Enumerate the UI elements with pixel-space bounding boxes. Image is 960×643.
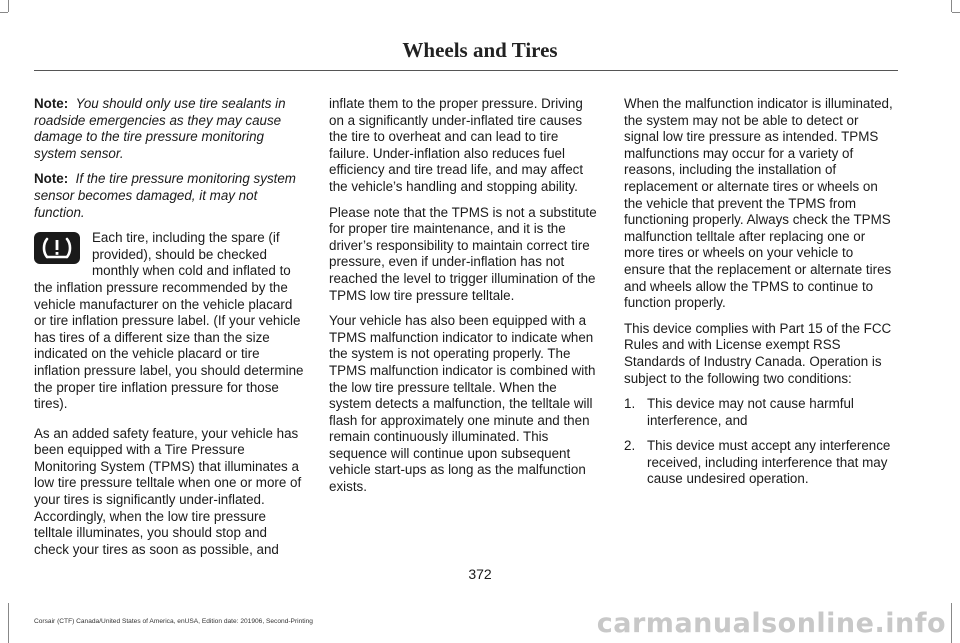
note-label: Note: bbox=[34, 171, 69, 187]
crop-mark-bottom-left bbox=[8, 603, 23, 643]
note-text: If the tire pressure monitoring system sensor becomes damaged, it may not function. bbox=[34, 171, 296, 220]
edition-footer: Corsair (CTF) Canada/United States of America, enUSA, Edition date: 201906, Second-Printing bbox=[34, 618, 313, 625]
paragraph-malfunction-indicator: Your vehicle has also been equipped with a TPMS malfunction indicator to indicate when the system is not operating properly. The TPMS malfunction indicator is combined with the low tire pressure telltale. When the system detects a malfunction, the telltale will flash for approximately one minute and then remain continuously illuminated. This sequence will continue upon subsequent vehicle start-ups as long as the malfunction exists. bbox=[329, 313, 596, 495]
paragraph-maintenance: Please note that the TPMS is not a substitute for proper tire maintenance, and it is the driver’s responsibility to maintain correct tire pressure, even if under-inflation has not reached the level to trigger illumination of the TPMS low tire pressure telltale. bbox=[329, 204, 597, 303]
list-number: 1. bbox=[624, 396, 636, 412]
note-label: Note: bbox=[34, 96, 69, 111]
page-title: Wheels and Tires bbox=[402, 38, 558, 62]
note-text: You should only use tire sealants in roadside emergencies as they may cause damage to the tire pressure monitoring system sensor. bbox=[34, 96, 286, 161]
watermark: carmanualsonline.info bbox=[596, 608, 946, 639]
list-number: 2. bbox=[624, 438, 636, 454]
note-sensor-damage bbox=[34, 171, 305, 221]
page-number: 372 bbox=[468, 566, 492, 582]
crop-mark-top-left-h bbox=[0, 12, 8, 13]
list-item bbox=[624, 396, 895, 429]
note-sealants bbox=[34, 96, 305, 162]
crop-mark-top-right bbox=[937, 0, 952, 12]
paragraph-monthly-check bbox=[34, 230, 305, 413]
paragraph-tpms-feature: As an added safety feature, your vehicle has been equipped with a Tire Pressure Monitoring System (TPMS) that illuminates a low tire pressure telltale when one or more of your tires is significantly under-inflated. Accordingly, when the low tire pressure telltale illuminates, you should stop and check your tires as soon as possible, and bbox=[34, 425, 302, 557]
list-text: This device may not cause harmful interference, and bbox=[647, 396, 854, 428]
paragraph-text: Each tire, including the spare (if provided), should be checked monthly when cold and inflated to the inflation pressure recommended by the vehicle manufacturer on the vehicle placard or tire inflation pressure label. (If your vehicle has tires of a different size than the size indicated on the vehicle placard or tire inflation pressure label, you should determine the proper tire inflation pressure for those tires). bbox=[34, 230, 304, 412]
crop-mark-top-right-h bbox=[952, 12, 960, 13]
column-1 bbox=[34, 96, 305, 567]
list-text: This device must accept any interference received, including interference that may cause undesired operation. bbox=[647, 438, 891, 487]
conditions-list bbox=[624, 396, 895, 488]
tire-pressure-warning-icon bbox=[34, 232, 80, 264]
paragraph-inflate: inflate them to the proper pressure. Driving on a significantly under-inflated tire causes the tire to overheat and can lead to tire failure. Under-inflation also reduces fuel efficiency and tire tread life, and may affect the vehicle’s handling and stopping ability. bbox=[329, 96, 584, 194]
column-2 bbox=[329, 96, 600, 505]
crop-mark-top-left bbox=[8, 0, 23, 12]
paragraph-fcc: This device complies with Part 15 of the FCC Rules and with License exempt RSS Standards of Industry Canada. Operation is subject to the following two conditions: bbox=[624, 320, 892, 386]
list-item bbox=[624, 438, 895, 488]
paragraph-malfunction-illuminated: When the malfunction indicator is illuminated, the system may not be able to detect or signal low tire pressure as intended. TPMS malfunctions may occur for a variety of reasons, including the installation of replacement or alternate tires or wheels on the vehicle that prevent the TPMS from functioning properly. Always check the TPMS malfunction telltale after replacing one or more tires or wheels on your vehicle to ensure that the replacement or alternate tires and wheels allow the TPMS to continue to function properly. bbox=[624, 96, 893, 311]
header-divider bbox=[34, 70, 898, 71]
column-3 bbox=[624, 96, 895, 497]
